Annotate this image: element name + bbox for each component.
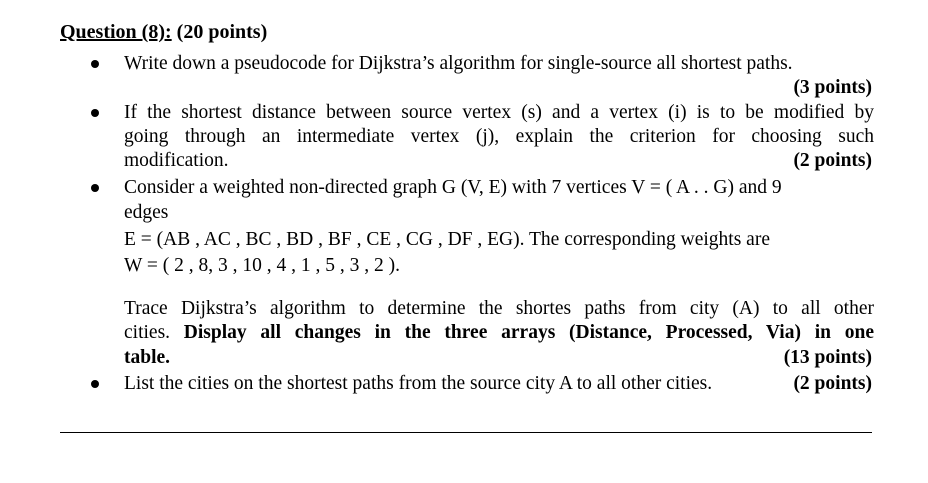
item-3-weights: W = ( 2 , 8, 3 , 10 , 4 , 1 , 5 , 3 , 2 ). <box>124 255 401 276</box>
item-3-trace-bold: Display all changes in the three arrays (Distance, Processed, Via) in one <box>183 322 874 343</box>
item-2-line-2: going through an intermediate vertex (j), explain the criterion for choosing such <box>124 126 874 147</box>
item-4-text: List the cities on the shortest paths from the source city A to all other cities. <box>124 373 713 394</box>
bullet-icon <box>91 184 99 192</box>
bullet-icon <box>91 109 99 117</box>
item-2-line-1: If the shortest distance between source vertex (s) and a vertex (i) is to be modified by <box>124 102 874 123</box>
item-4-points: (2 points) <box>793 373 872 394</box>
item-3-trace-plain: cities. <box>124 322 184 343</box>
item-2-line-3: modification. <box>124 150 229 171</box>
item-3-trace-line-1: Trace Dijkstra’s algorithm to determine the shortes paths from city (A) to all other <box>124 298 874 319</box>
item-3-points: (13 points) <box>783 347 872 368</box>
item-3-trace-line-2 <box>124 321 874 345</box>
question-total-points: (20 points) <box>171 21 268 43</box>
item-2-points: (2 points) <box>793 150 872 171</box>
question-heading <box>60 20 267 44</box>
bullet-icon <box>91 380 99 388</box>
item-1-text: Write down a pseudocode for Dijkstra’s algorithm for single-source all shortest paths. <box>124 53 793 74</box>
bullet-icon <box>91 60 99 68</box>
question-label: Question (8): <box>60 21 172 43</box>
item-3-line-1: Consider a weighted non-directed graph G (V, E) with 7 vertices V = ( A . . G) and 9 <box>124 177 782 198</box>
item-3-trace-line-3: table. <box>124 347 171 368</box>
item-3-edges: E = (AB , AC , BC , BD , BF , CE , CG , DF , EG). The corresponding weights are <box>124 229 770 250</box>
item-1-points: (3 points) <box>793 77 872 98</box>
divider-line <box>60 432 872 433</box>
item-3-line-2: edges <box>124 202 169 223</box>
